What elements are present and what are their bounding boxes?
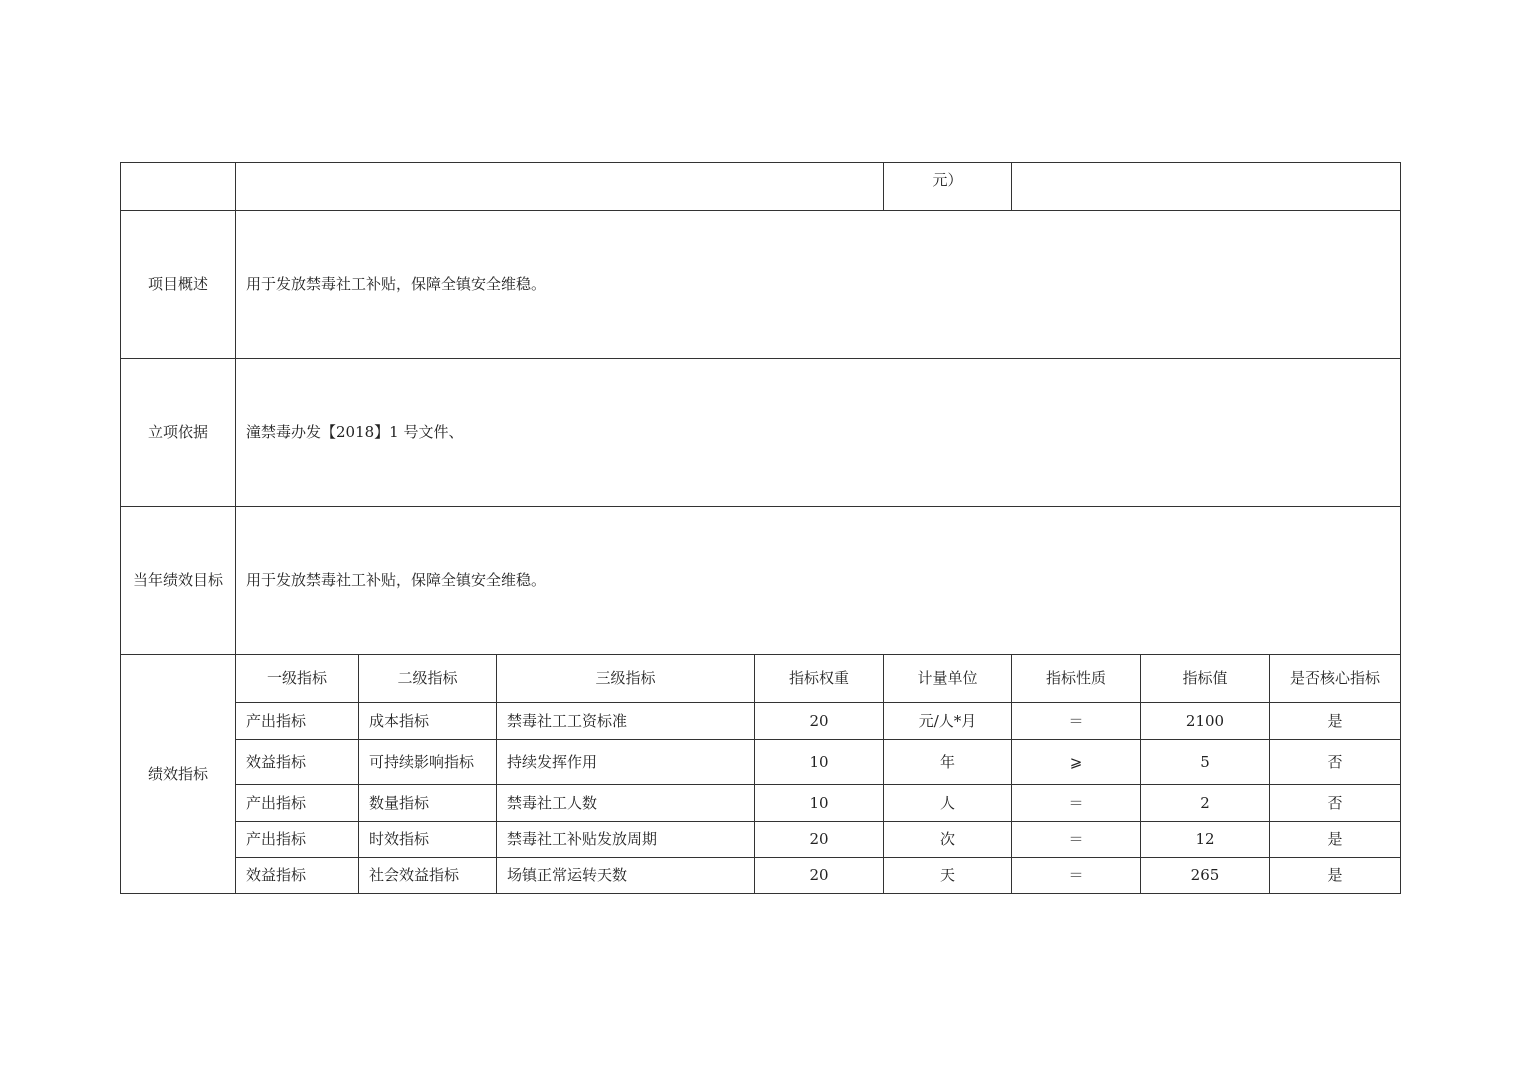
nature-cell: ⩾ — [1012, 740, 1141, 785]
unit-cell: 次 — [884, 822, 1012, 858]
level3-cell: 持续发挥作用 — [497, 740, 755, 785]
weight-cell: 20 — [755, 858, 884, 894]
level1-cell: 效益指标 — [236, 858, 359, 894]
goal-row — [121, 507, 1401, 655]
value-cell: 12 — [1141, 822, 1270, 858]
level3-cell: 场镇正常运转天数 — [497, 858, 755, 894]
header-unit: 计量单位 — [884, 655, 1012, 703]
table-row — [121, 858, 1401, 894]
basis-label: 立项依据 — [121, 359, 236, 507]
unit-cell: 人 — [884, 785, 1012, 822]
basis-text: 潼禁毒办发【2018】1 号文件、 — [236, 359, 1401, 507]
nature-cell: ＝ — [1012, 703, 1141, 740]
level1-cell: 产出指标 — [236, 822, 359, 858]
core-cell: 是 — [1270, 822, 1401, 858]
nature-cell: ＝ — [1012, 785, 1141, 822]
header-nature: 指标性质 — [1012, 655, 1141, 703]
value-cell: 2100 — [1141, 703, 1270, 740]
top-row — [121, 163, 1401, 211]
level1-cell: 效益指标 — [236, 740, 359, 785]
table-row — [121, 740, 1401, 785]
indicator-header-row — [121, 655, 1401, 703]
level2-cell: 可持续影响指标 — [359, 740, 497, 785]
level2-cell: 时效指标 — [359, 822, 497, 858]
nature-cell: ＝ — [1012, 858, 1141, 894]
top-row-label — [121, 163, 236, 211]
goal-label: 当年绩效目标 — [121, 507, 236, 655]
weight-cell: 20 — [755, 822, 884, 858]
level3-cell: 禁毒社工人数 — [497, 785, 755, 822]
unit-cell: 年 — [884, 740, 1012, 785]
nature-cell: ＝ — [1012, 822, 1141, 858]
unit-cell: 天 — [884, 858, 1012, 894]
unit-value — [1012, 163, 1401, 211]
level1-cell: 产出指标 — [236, 703, 359, 740]
table-row — [121, 822, 1401, 858]
unit-label: 元） — [884, 163, 1012, 211]
weight-cell: 10 — [755, 740, 884, 785]
basis-row — [121, 359, 1401, 507]
core-cell: 是 — [1270, 703, 1401, 740]
table-row — [121, 703, 1401, 740]
core-cell: 否 — [1270, 785, 1401, 822]
summary-label: 项目概述 — [121, 211, 236, 359]
level1-cell: 产出指标 — [236, 785, 359, 822]
header-level3: 三级指标 — [497, 655, 755, 703]
unit-cell: 元/人*月 — [884, 703, 1012, 740]
summary-text: 用于发放禁毒社工补贴，保障全镇安全维稳。 — [236, 211, 1401, 359]
header-value: 指标值 — [1141, 655, 1270, 703]
goal-text: 用于发放禁毒社工补贴，保障全镇安全维稳。 — [236, 507, 1401, 655]
level2-cell: 数量指标 — [359, 785, 497, 822]
level2-cell: 社会效益指标 — [359, 858, 497, 894]
value-cell: 5 — [1141, 740, 1270, 785]
summary-row — [121, 211, 1401, 359]
level3-cell: 禁毒社工补贴发放周期 — [497, 822, 755, 858]
indicators-label: 绩效指标 — [121, 655, 236, 894]
header-level2: 二级指标 — [359, 655, 497, 703]
weight-cell: 20 — [755, 703, 884, 740]
core-cell: 是 — [1270, 858, 1401, 894]
performance-target-table — [120, 162, 1400, 894]
header-weight: 指标权重 — [755, 655, 884, 703]
level2-cell: 成本指标 — [359, 703, 497, 740]
table-row — [121, 785, 1401, 822]
table — [120, 162, 1401, 894]
level3-cell: 禁毒社工工资标准 — [497, 703, 755, 740]
header-core: 是否核心指标 — [1270, 655, 1401, 703]
weight-cell: 10 — [755, 785, 884, 822]
header-level1: 一级指标 — [236, 655, 359, 703]
value-cell: 2 — [1141, 785, 1270, 822]
core-cell: 否 — [1270, 740, 1401, 785]
value-cell: 265 — [1141, 858, 1270, 894]
top-row-value — [236, 163, 884, 211]
